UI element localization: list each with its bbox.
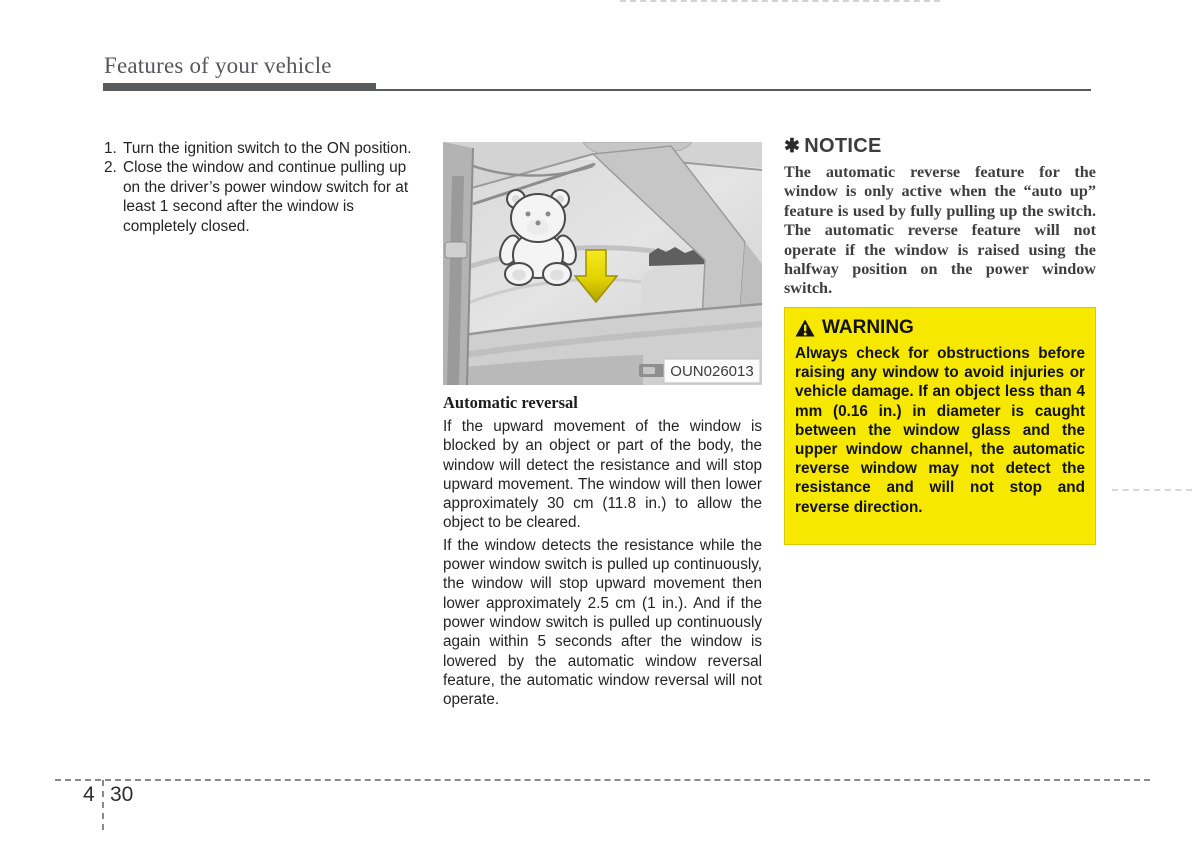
list-item — [104, 158, 422, 236]
warning-triangle-icon — [795, 319, 815, 337]
warning-box — [784, 307, 1096, 545]
teddy-bear-illustration — [496, 190, 579, 285]
figure-code-label: OUN026013 — [670, 363, 754, 380]
body-paragraph: If the window detects the resistance while the power window switch is pulled up continuously, the window will stop upward movement then lower approximately 2.5 cm (1 in.). And if the power window switch is pulled up continuously again within 5 seconds after the window is lowered by the automatic window reversal feature, the automatic window reversal will not operate. — [443, 536, 762, 709]
instruction-steps — [104, 139, 422, 236]
page-edge-dashed-mark — [1112, 489, 1192, 491]
step-text: Close the window and continue pulling up on the driver’s power window switch for at least 1 second after the window is completely closed. — [123, 159, 409, 235]
title-underline-rule — [103, 89, 1091, 91]
footer-dashed-rule — [55, 779, 1150, 781]
step-number: 1. — [104, 140, 117, 157]
notice-block — [784, 135, 1096, 299]
footer-page-number: 30 — [110, 783, 134, 806]
notice-heading — [784, 135, 1096, 158]
body-paragraph: If the upward movement of the window is blocked by an object or part of the body, the window will detect the resistance and will stop upward movement. The window will then lower approximately 30 cm (11.8 in.) to allow the object to be cleared. — [443, 418, 762, 532]
step-text: Turn the ignition switch to the ON position. — [123, 140, 412, 157]
notice-title: NOTICE — [804, 135, 882, 157]
step-number: 2. — [104, 159, 117, 177]
list-item — [104, 139, 422, 158]
section-caption: Automatic reversal — [443, 393, 578, 412]
page-top-dashed-mark — [620, 0, 940, 2]
page-title: Features of your vehicle — [104, 53, 332, 78]
footer-dashed-divider — [102, 780, 104, 830]
figure-window-auto-reverse — [443, 142, 762, 385]
automatic-reversal-section — [443, 393, 762, 712]
window-illustration — [443, 142, 762, 385]
warning-heading — [795, 317, 1085, 339]
warning-text: Always check for obstructions before raising any window to avoid injuries or vehicle damage. If an object less than 4 mm (0.16 in.) in diameter is caught between the window glass and the upper window channel, the automatic reverse window may not detect the resistance and will not stop and reverse direction. — [795, 345, 1085, 516]
notice-text: The automatic reverse feature for the window is only active when the “auto up” feature is used by fully pulling up the switch. The automatic reverse feature will not operate if the window is raised using the halfway position on the power window switch. — [784, 163, 1096, 298]
warning-title: WARNING — [822, 317, 914, 338]
notice-asterisk-icon: ✱ — [784, 136, 801, 157]
footer-chapter-number: 4 — [83, 783, 95, 806]
